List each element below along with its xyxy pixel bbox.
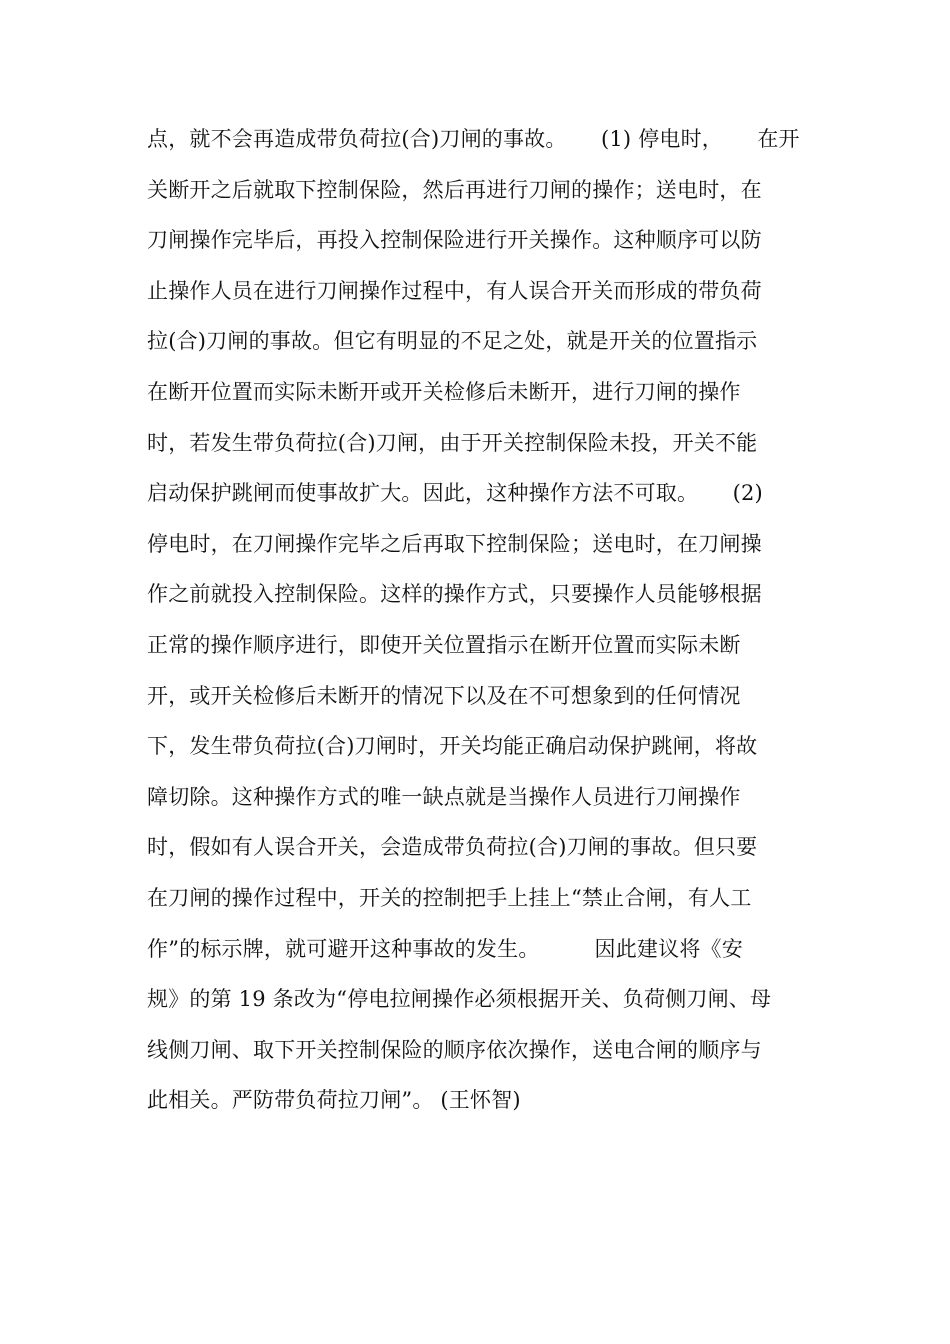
text-line: 时，假如有人误合开关，会造成带负荷拉(合)刀闸的事故。但只要 [147, 835, 758, 860]
text-line: 线侧刀闸、取下开关控制保险的顺序依次操作，送电合闸的顺序与 [147, 1037, 762, 1062]
text-line: 开，或开关检修后未断开的情况下以及在不可想象到的任何情况 [147, 683, 741, 708]
text-line: 规》的第 19 条改为“停电拉闸操作必须根据开关、负荷侧刀闸、母 [147, 987, 772, 1012]
text-line: 关断开之后就取下控制保险，然后再进行刀闸的操作；送电时，在 [147, 177, 762, 202]
text-line: 此相关。严防带负荷拉刀闸”。 (王怀智) [147, 1088, 521, 1113]
text-line: 拉(合)刀闸的事故。但它有明显的不足之处，就是开关的位置指示 [147, 329, 758, 354]
text-line: 刀闸操作完毕后，再投入控制保险进行开关操作。这种顺序可以防 [147, 228, 762, 253]
body-text [147, 116, 827, 1128]
text-line: 点，就不会再造成带负荷拉(合)刀闸的事故。 (1) 停电时， 在开 [147, 127, 800, 151]
text-line: 在断开位置而实际未断开或开关检修后未断开，进行刀闸的操作 [147, 379, 741, 404]
text-line: 在刀闸的操作过程中，开关的控制把手上挂上“禁止合闸，有人工 [147, 885, 752, 910]
text-line: 正常的操作顺序进行，即使开关位置指示在断开位置而实际未断 [147, 632, 741, 657]
text-line: 障切除。这种操作方式的唯一缺点就是当操作人员进行刀闸操作 [147, 784, 741, 809]
text-line: 下，发生带负荷拉(合)刀闸时，开关均能正确启动保护跳闸，将故 [147, 734, 758, 759]
text-line: 作”的标示牌，就可避开这种事故的发生。 因此建议将《安 [147, 936, 743, 961]
text-line: 作之前就投入控制保险。这样的操作方式，只要操作人员能够根据 [147, 582, 762, 607]
text-line: 止操作人员在进行刀闸操作过程中，有人误合开关而形成的带负荷 [147, 278, 762, 303]
text-line: 时，若发生带负荷拉(合)刀闸，由于开关控制保险未投，开关不能 [147, 430, 758, 455]
text-line: 启动保护跳闸而使事故扩大。因此，这种操作方法不可取。 (2) [147, 481, 763, 506]
text-line: 停电时，在刀闸操作完毕之后再取下控制保险；送电时，在刀闸操 [147, 531, 762, 556]
